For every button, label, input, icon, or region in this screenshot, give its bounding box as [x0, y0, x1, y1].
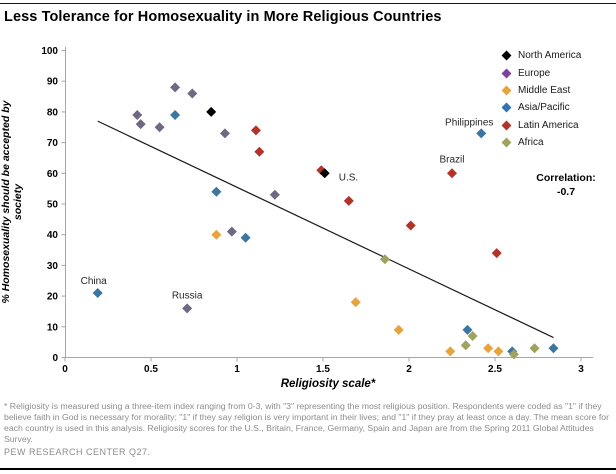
- data-point: [93, 288, 103, 298]
- diamond-icon: [502, 51, 512, 61]
- data-point: [251, 125, 261, 135]
- data-point: [254, 147, 264, 157]
- data-point: [182, 303, 192, 313]
- data-point: [394, 325, 404, 335]
- data-point: [206, 107, 216, 117]
- data-point: [187, 88, 197, 98]
- correlation-label: Correlation:: [536, 172, 596, 184]
- country-label: China: [80, 276, 107, 288]
- data-point: [132, 110, 142, 120]
- country-label: Brazil: [439, 154, 465, 166]
- x-tick-label: 1.5: [316, 364, 330, 375]
- data-point: [170, 82, 180, 92]
- y-tick-label: 60: [46, 168, 58, 180]
- country-label: Philippines: [445, 117, 494, 129]
- legend-item: [503, 47, 581, 64]
- source-line: PEW RESEARCH CENTER Q27.: [4, 447, 151, 457]
- y-axis-title: % Homosexuality should be accepted by: [0, 100, 12, 304]
- bottom-divider: [0, 468, 616, 470]
- data-point: [351, 297, 361, 307]
- correlation-value: -0.7: [556, 186, 576, 199]
- diamond-icon: [502, 103, 512, 113]
- legend-label: Asia/Pacific: [518, 102, 570, 114]
- data-point: [344, 196, 354, 206]
- y-tick-label: 70: [46, 138, 58, 150]
- data-point: [211, 187, 221, 197]
- legend-label: North America: [518, 50, 582, 62]
- data-point: [476, 128, 486, 138]
- country-label: U.S.: [338, 172, 359, 184]
- legend-label: Europe: [518, 67, 551, 79]
- data-point: [136, 119, 146, 129]
- x-tick-label: 1: [234, 364, 240, 375]
- diamond-icon: [502, 120, 512, 130]
- data-point: [447, 168, 457, 178]
- data-point: [445, 346, 455, 356]
- legend-item: [503, 117, 581, 134]
- y-tick-label: 40: [46, 230, 58, 242]
- x-tick-label: 3: [578, 364, 584, 375]
- data-point: [483, 343, 493, 353]
- x-tick-label: 0: [62, 364, 68, 375]
- data-point: [227, 227, 237, 237]
- x-tick-label: 2.5: [488, 364, 502, 375]
- diamond-icon: [502, 68, 512, 78]
- y-tick-label: 50: [46, 199, 58, 211]
- data-point: [492, 248, 502, 258]
- y-tick-label: 0: [52, 353, 58, 364]
- legend-item: [503, 82, 581, 99]
- data-point: [406, 220, 416, 230]
- diamond-icon: [502, 138, 512, 148]
- y-tick-label: 10: [46, 322, 58, 334]
- data-point: [170, 110, 180, 120]
- legend-item: [503, 64, 581, 81]
- y-tick-label: 80: [46, 107, 58, 119]
- x-tick-label: 2: [406, 364, 412, 375]
- page-title: Less Tolerance for Homosexuality in More Religious Countries: [4, 9, 442, 25]
- data-point: [155, 122, 165, 132]
- y-tick-label: 90: [46, 76, 58, 88]
- legend: [503, 47, 581, 151]
- correlation-note: [518, 171, 614, 199]
- country-label: Russia: [171, 290, 203, 302]
- legend-item: [503, 99, 581, 116]
- legend-item: [503, 134, 581, 151]
- data-point: [211, 230, 221, 240]
- legend-label: Africa: [518, 137, 544, 149]
- data-point: [220, 128, 230, 138]
- trend-line: [98, 121, 554, 337]
- x-tick-label: 0.5: [144, 364, 158, 375]
- data-point: [530, 343, 540, 353]
- data-point: [270, 190, 280, 200]
- footnote-text: * Religiosity is measured using a three-item index ranging from 0-3, with "3" representing the most religious position. Respondents were coded as "1" if they believe faith in God is necessary for morality; "1" if they say religion is very important in their lives; and "1" if they pray at least once a day. The mean score for each country is used in this analysis. Religiosity scores for the U.S., Britain, France, Germany, Spain and Japan are from the Spring 2011 Global Attitudes Survey.: [4, 401, 609, 444]
- data-point: [461, 340, 471, 350]
- diamond-icon: [502, 86, 512, 96]
- x-axis-title: Religiosity scale*: [280, 378, 376, 390]
- y-tick-label: 20: [46, 291, 58, 303]
- legend-label: Middle East: [518, 84, 571, 96]
- y-tick-label: 30: [46, 260, 58, 272]
- data-point: [493, 346, 503, 356]
- y-tick-label: 100: [41, 46, 58, 57]
- data-point: [241, 233, 251, 243]
- legend-label: Latin America: [518, 119, 579, 131]
- data-point: [548, 343, 558, 353]
- y-axis-title: society: [12, 183, 24, 221]
